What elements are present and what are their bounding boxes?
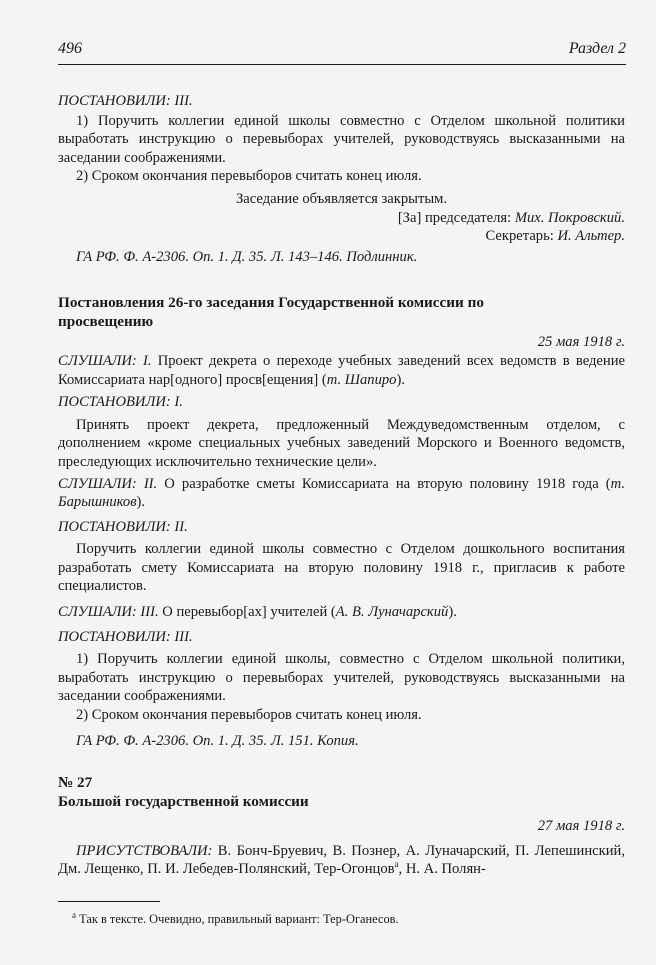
document-date: 25 мая 1918 г. [537,334,625,351]
document-date: 27 мая 1918 г. [537,818,625,835]
archive-source: ГА РФ. Ф. А-2306. Оп. 1. Д. 35. Л. 143–146. Подлинник. [76,248,418,265]
footnote-marker: а [72,909,76,920]
footnote [72,909,399,927]
footnote-ref: а [394,859,399,870]
punctuation: ). [396,371,405,388]
resolved-heading: ПОСТАНОВИЛИ: III. [58,628,193,645]
resolution-item: 2) Сроком окончания перевыборов считать конец июля. [76,707,422,724]
archive-source: ГА РФ. Ф. А-2306. Оп. 1. Д. 35. Л. 151. Копия. [76,732,359,749]
heard-item [58,603,625,622]
heard-text: О перевыбор[ах] учителей ( [158,604,336,621]
secretary-label: Секретарь: [485,228,558,245]
punctuation: ). [448,604,457,621]
document-title: Большой государственной комиссии [58,793,309,811]
resolved-heading: ПОСТАНОВИЛИ: II. [58,518,188,535]
resolution-text: Принять проект декрета, предложенный Междуведомственным отделом, с дополнением «кроме специальных учебных заведений Морского и Военного ведомств, преследующих исключительно технические цели». [58,416,625,470]
heard-text: О разработке сметы Комиссариата на вторую половину 1918 года ( [157,475,611,492]
punctuation: ). [136,494,146,511]
heard-text: Проект декрета о переходе учебных заведений всех ведомств в ведение Комиссариата нар[одного] просв[ещения] ( [58,352,625,388]
speaker-name: А. В. Луначарский [335,604,449,621]
resolution-item: 1) Поручить коллегии единой школы совместно с Отделом школьной политики выработать инструкцию о перевыборах учителей, руководствуясь высказанными на заседании соображениями. [58,112,625,166]
resolution-text: Поручить коллегии единой школы совместно с Отделом дошкольного воспитания разработать смету Комиссариата на вторую половину 1918 г., пригласив к работе специалистов. [58,541,625,595]
document-number: № 27 [58,774,93,792]
present-label: ПРИСУТСТВОВАЛИ: [76,842,213,859]
attendees-text: В. Бонч-Бруевич, В. Познер, А. Луначарский, П. Лепешинский, Дм. Лещенко, П. И. Лебедев-Полянский, Тер-Огонцов [58,842,625,878]
heard-item [58,475,625,512]
heard-label: СЛУШАЛИ: I. [58,352,152,369]
attendees [58,842,625,879]
chair-signature [58,209,625,228]
resolution-item: 1) Поручить коллегии единой школы, совместно с Отделом школьной политики, выработать инструкцию о перевыборах учителей, руководствуясь высказанными на заседании соображениями. [58,651,625,705]
chair-name: Мих. Покровский. [514,209,625,226]
speaker-name: т. Шапиро [326,371,397,388]
resolved-heading: ПОСТАНОВИЛИ: I. [58,394,183,411]
speaker-name: т. Барышников [58,475,626,511]
section-title: Раздел 2 [568,40,626,57]
attendees-text: , Н. А. Полян- [398,861,486,878]
secretary-name: И. Альтер. [557,228,625,245]
heard-label: СЛУШАЛИ: III. [58,604,159,621]
resolved-heading: ПОСТАНОВИЛИ: III. [58,93,193,109]
page-header [58,40,626,65]
page-number: 496 [58,40,82,57]
chair-label: [За] председателя: [397,209,515,226]
heard-label: СЛУШАЛИ: II. [58,475,158,492]
document-title: Постановления 26-го заседания Государственной комиссии по просвещению [58,294,484,331]
meeting-closed: Заседание объявляется закрытым. [235,190,448,207]
footnote-divider [58,901,160,902]
secretary-signature [58,227,625,246]
footnote-text: Так в тексте. Очевидно, правильный вариант: Тер-Оганесов. [79,912,399,926]
resolution-item: 2) Сроком окончания перевыборов считать конец июля. [76,168,422,185]
heard-item [58,352,625,389]
page-content [58,92,625,879]
